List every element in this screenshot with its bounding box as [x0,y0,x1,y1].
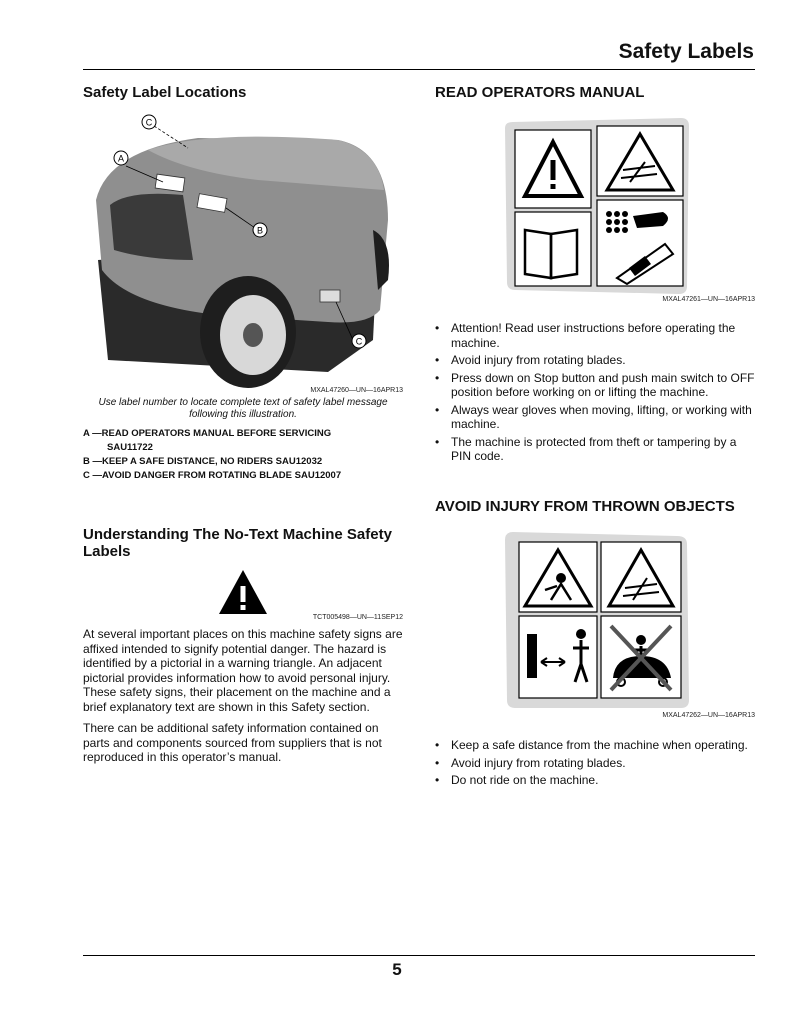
list-item: • Do not ride on the machine. [435,773,757,788]
page-number: 5 [392,960,402,979]
callout-b [253,223,267,237]
figure-id-notext: TCT005498—UN—11SEP12 [312,614,403,621]
list-item: • Keep a safe distance from the machine when operating. [435,738,757,753]
svg-text:C: C [145,117,153,128]
legend-item-a: A —READ OPERATORS MANUAL BEFORE SERVICING [83,428,332,439]
label-c-sticker [320,290,340,302]
svg-text:B: B [256,225,264,236]
figure-caption: Use label number to locate complete text of safety label message following this illustration. [98,397,388,420]
label-legend [83,427,413,483]
list-item: • The machine is protected from theft or tampering by a PIN code. [435,435,757,464]
notext-body [83,627,408,772]
thrown-objects-bullets [435,738,757,791]
list-item: • Avoid injury from rotating blades. [435,353,757,368]
callout-a [114,151,128,165]
callout-c-top [142,115,156,129]
read-manual-safety-label [505,118,691,296]
legend-item-c: C —AVOID DANGER FROM ROTATING BLADE SAU12007 [83,470,342,481]
list-item: • Press down on Stop button and push main switch to OFF position before working on or lifting the machine. [435,371,757,400]
figure-id-thrown: MXAL47262—UN—16APR13 [662,712,755,719]
list-item: • Always wear gloves when moving, lifting, or working with machine. [435,403,757,432]
svg-text:C: C [355,336,363,347]
figure-id-locations: MXAL47260—UN—16APR13 [310,387,403,394]
page-title: Safety Labels [618,40,754,63]
mower-illustration [88,110,408,390]
read-manual-bullets [435,321,757,467]
section-heading-thrown-objects: AVOID INJURY FROM THROWN OBJECTS [435,498,735,515]
legend-item-a-cont: SAU11722 [107,442,153,453]
legend-item-b: B —KEEP A SAFE DISTANCE, NO RIDERS SAU12032 [83,456,323,467]
paragraph: There can be additional safety information contained on parts and components sourced from suppliers that is not reproduced in this operator’s manual. [83,721,382,764]
section-heading-read-manual: READ OPERATORS MANUAL [435,84,645,101]
section-heading-notext: Understanding The No-Text Machine Safety Labels [83,526,392,560]
footer-rule [83,955,755,956]
list-item: • Avoid injury from rotating blades. [435,756,757,771]
section-heading-label-locations: Safety Label Locations [83,84,247,101]
paragraph: At several important places on this machine safety signs are affixed intended to signify potential danger. The hazard is identified by a pictorial in a warning triangle. An adjacent pictorial provides information how to avoid personal injury. These safety signs, their placement on the machine and a brief explanatory text are shown in this Safety section. [83,627,403,714]
svg-text:A: A [117,153,125,164]
header-rule [83,69,755,70]
warning-triangle-icon [217,568,269,616]
figure-id-manual: MXAL47261—UN—16APR13 [662,296,755,303]
list-item: • Attention! Read user instructions before operating the machine. [435,321,757,350]
thrown-objects-safety-label [505,532,691,710]
callout-c-side [352,334,366,348]
